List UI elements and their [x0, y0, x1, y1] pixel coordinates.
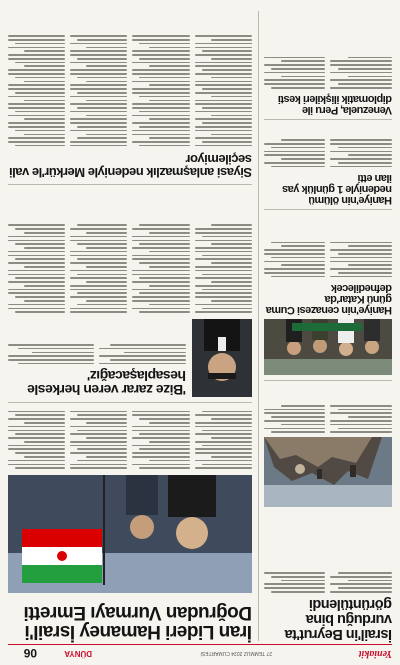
article-everyone-headline: 'Bize zarar veren herkesle hesaplaşacağız': [27, 367, 186, 398]
article-haniyeh-mourning-headline: Haniye'nin ölümü nedeniyle 1 günlük yas ilan etti: [282, 171, 392, 206]
article-election-headline: Siyasi anlaşmazlık nedeniyle Merkür'le vali seçilemiyor: [9, 151, 252, 180]
article-beirut-body-lower: [264, 405, 392, 433]
article-iran-headline: İran Lideri Hamaney İsrail'i Doğrudan Vurmayı Emretti: [23, 601, 252, 642]
article-iran: [8, 602, 252, 641]
page-number: 06: [23, 646, 37, 660]
brand-logo: Yeniakit: [358, 648, 392, 659]
article-beirut: [264, 509, 392, 641]
article-venezuela: [264, 57, 392, 115]
article-everyone-body: [8, 344, 186, 365]
article-everyone: [8, 344, 186, 397]
vertical-gutter: [258, 11, 259, 641]
column-divider: [264, 380, 392, 381]
article-election: [8, 35, 252, 179]
article-beirut-headline: İsrail'in Beyrut'ta vurduğu bina görüntülendi: [285, 596, 392, 642]
article-haniyeh-mourning-body: [264, 139, 392, 167]
date-line: 27 TEMMUZ 2024 CUMARTESİ: [200, 650, 272, 656]
article-election-body: [8, 35, 252, 146]
building-rubble-photo: [264, 437, 392, 507]
section-divider: [8, 184, 252, 185]
article-beirut-body: [264, 572, 392, 593]
article-haniyeh-funeral: [264, 242, 392, 315]
speaker-portrait-photo: [192, 319, 252, 397]
article-venezuela-body: [264, 57, 392, 89]
article-everyone-body-lower: [8, 224, 252, 313]
column-divider: [264, 119, 392, 120]
article-iran-body: [8, 411, 252, 469]
article-venezuela-headline: Venezuela, Peru ile diplomatik ilişkileri kesti: [278, 92, 392, 116]
section-divider: [8, 402, 252, 403]
iran-flag-photo: [8, 475, 252, 593]
article-haniyeh-funeral-body: [264, 242, 392, 278]
column-divider: [264, 209, 392, 210]
section-label: DÜNYA: [64, 649, 92, 658]
article-haniyeh-mourning: [264, 139, 392, 205]
funeral-photo: [264, 319, 392, 375]
masthead: [8, 644, 392, 659]
article-haniyeh-funeral-headline: Haniye'nin cenazesi Cuma günü Katar'da defnedilecek: [266, 281, 392, 316]
